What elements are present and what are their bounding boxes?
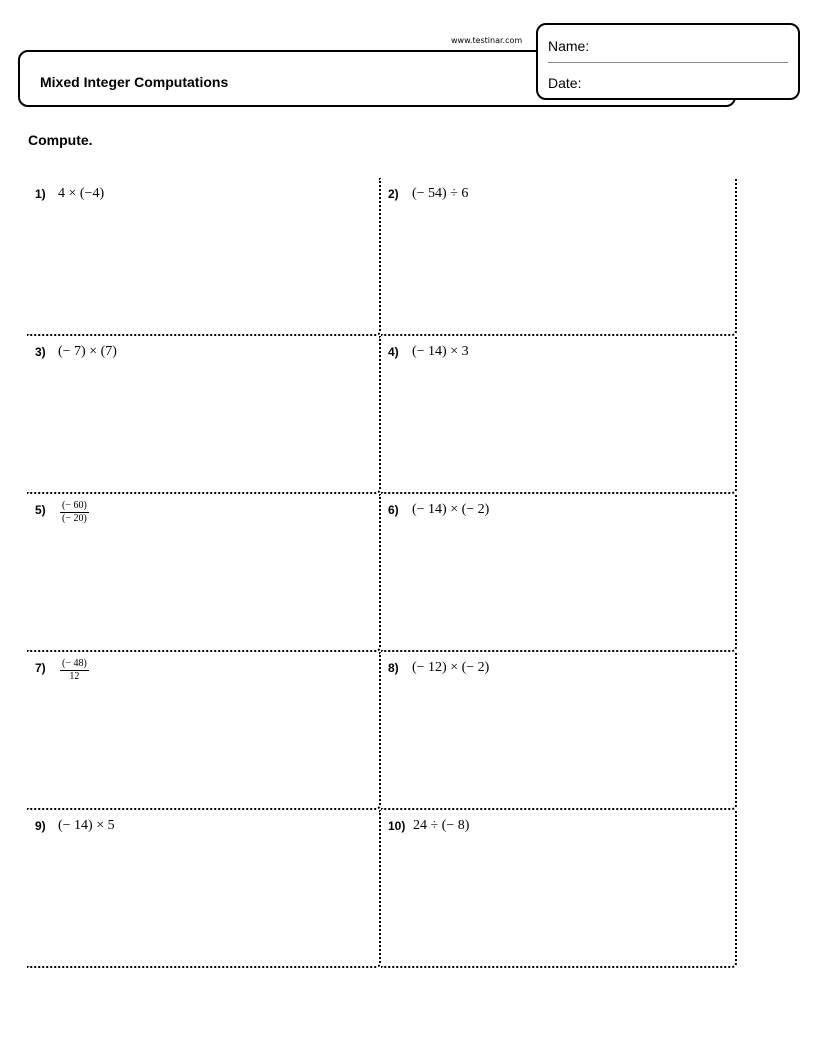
- problem-cell: [381, 810, 737, 968]
- problem-cell: [27, 336, 381, 494]
- problem-cell: [381, 336, 737, 494]
- problem-number: 5): [35, 503, 46, 517]
- problem-cell: [27, 494, 381, 652]
- problem-cell: [27, 178, 381, 336]
- problem-number: 2): [388, 187, 399, 201]
- problem-number: 8): [388, 661, 399, 675]
- problem-expression: 24 ÷ (− 8): [413, 818, 470, 833]
- fraction-denominator: (− 20): [62, 513, 87, 524]
- instructions: Compute.: [28, 132, 93, 148]
- problem-grid: [27, 178, 737, 967]
- problem-expression: (− 54) ÷ 6: [412, 186, 469, 201]
- problem-cell: [27, 652, 381, 810]
- website-url: www.testinar.com: [451, 36, 523, 45]
- problem-number: 7): [35, 661, 46, 675]
- problem-cell: [381, 494, 737, 652]
- problem-expression: (− 14) × (− 2): [412, 502, 490, 517]
- problem-expression: (− 14) × 3: [412, 344, 469, 359]
- fraction-numerator: (− 48): [62, 658, 87, 669]
- fraction-denominator: 12: [69, 671, 80, 682]
- problem-number: 10): [388, 819, 406, 833]
- fraction-numerator: (− 60): [62, 500, 87, 511]
- problem-cell: [381, 652, 737, 810]
- problem-number: 6): [388, 503, 399, 517]
- problem-expression: (− 14) × 5: [58, 818, 115, 833]
- problem-expression: (− 12) × (− 2): [412, 660, 490, 675]
- date-label: Date:: [548, 75, 582, 91]
- worksheet-title: Mixed Integer Computations: [40, 74, 229, 90]
- problem-number: 1): [35, 187, 46, 201]
- problem-fraction: [60, 500, 89, 525]
- problem-cell: [381, 178, 737, 336]
- problem-cell: [27, 810, 381, 968]
- problem-number: 4): [388, 345, 399, 359]
- name-label: Name:: [548, 38, 590, 54]
- problem-fraction: [60, 658, 89, 683]
- problem-expression: 4 × (−4): [58, 186, 105, 201]
- problem-expression: (− 7) × (7): [58, 344, 117, 359]
- problem-number: 3): [35, 345, 46, 359]
- problem-number: 9): [35, 819, 46, 833]
- name-date-box: [536, 23, 800, 100]
- name-line: [548, 62, 788, 63]
